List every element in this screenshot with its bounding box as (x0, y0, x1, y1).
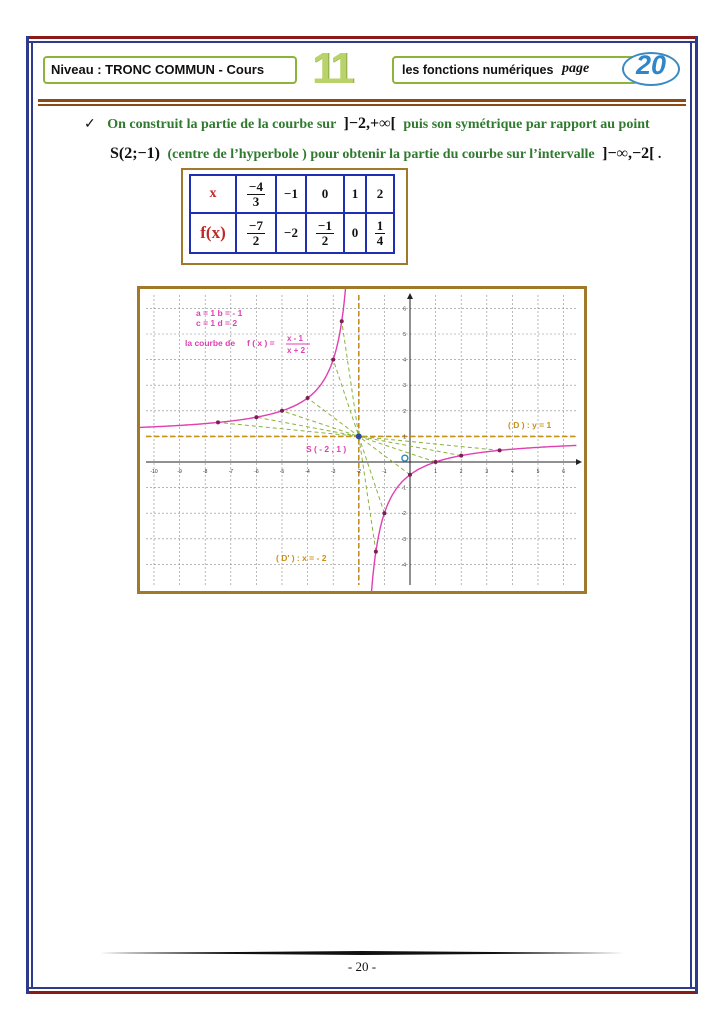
footer-page-number: - 20 - (347, 959, 377, 974)
text-construction: On construit la partie de la courbe sur (107, 117, 337, 132)
x-tick-label: -2 (356, 469, 362, 475)
graph-frame (137, 286, 587, 594)
curve-right-branch (364, 445, 576, 591)
params-line-2: c = 1 d = 2 (196, 318, 238, 328)
curve-point (374, 550, 378, 554)
table-row-fx (190, 213, 394, 253)
frame-right-inner-border (690, 41, 692, 989)
asymptote-vertical-label: ( D' ) : x = - 2 (276, 553, 327, 563)
x-tick-label: 2 (459, 469, 463, 475)
curve-label-prefix: la courbe de (185, 338, 236, 348)
frame-top-inner-border (26, 41, 698, 43)
paragraph-line-2 (110, 145, 661, 163)
axes (146, 293, 582, 585)
y-tick-label: 2 (403, 408, 406, 415)
center-point-marker (356, 433, 362, 439)
x-tick-label: 5 (536, 469, 540, 475)
table-cell: $\frac{-7}{2}$ (236, 213, 276, 253)
curve-point-symmetric (280, 409, 284, 413)
curve-point-symmetric (306, 396, 310, 400)
y-tick-label: 5 (403, 332, 406, 338)
page-number: 20 (635, 50, 667, 80)
curve-point (408, 473, 412, 477)
curve-point (434, 460, 438, 464)
x-tick-label: 3 (485, 469, 489, 475)
chapter-number: 11 (312, 44, 351, 93)
curve-point (498, 448, 502, 452)
curve-label-numerator: x - 1 (287, 334, 304, 343)
text-interval-intro: (centre de l’hyperbole ) pour obtenir la partie du courbe sur l’intervalle (167, 147, 595, 162)
curve-left-branch (140, 289, 353, 428)
curve-point-symmetric (331, 358, 335, 362)
y-tick-label: 3 (403, 383, 406, 390)
y-axis-arrow (407, 293, 413, 299)
frame-bottom-inner-border (26, 987, 698, 989)
table-row-x (190, 175, 394, 213)
y-tick-label: -1 (401, 485, 406, 492)
table-header-fx: f(x) (190, 213, 236, 253)
curve-point (459, 454, 463, 458)
values-table (189, 174, 395, 254)
interval-positive: ]−2,+∞[ (343, 115, 396, 132)
header-rule (38, 99, 686, 102)
frame-left-border (26, 36, 29, 994)
x-tick-label: -4 (305, 469, 310, 475)
center-point: S(2;−1) (110, 145, 160, 162)
x-tick-label: 4 (511, 469, 514, 475)
interval-negative: ]−∞,−2[ (602, 145, 655, 162)
header-rule-secondary (38, 104, 686, 106)
y-tick-label: 6 (403, 306, 406, 313)
paragraph-line-1 (84, 115, 650, 133)
x-tick-label: -8 (202, 469, 208, 475)
table-cell: $\frac{-4}{3}$ (236, 175, 276, 213)
frame-right-border (695, 36, 698, 994)
page-word: page (562, 61, 590, 76)
table-cell: −2 (276, 213, 306, 253)
header-level-box (43, 56, 297, 84)
x-tick-label: -10 (150, 469, 158, 475)
period: . (657, 147, 662, 162)
header-chapter-title: les fonctions numériques (402, 63, 554, 77)
x-tick-label: 6 (562, 469, 565, 475)
y-tick-label: -2 (401, 511, 406, 518)
x-tick-label: -3 (330, 469, 336, 475)
curve-label-denominator: x + 2 (287, 346, 306, 355)
text-symmetry: puis son symétrique par rapport au point (403, 117, 650, 132)
y-tick-label: -3 (401, 536, 406, 543)
x-tick-label: -1 (382, 469, 387, 475)
params-line-1: a = 1 b = - 1 (196, 308, 243, 318)
curve-point (382, 511, 386, 515)
graph-labels (185, 308, 551, 563)
x-tick-label: 1 (434, 469, 437, 475)
y-tick-label: -4 (401, 562, 406, 569)
curve-point-symmetric (216, 420, 220, 424)
center-label: S ( - 2 , 1 ) (306, 444, 347, 454)
y-tick-label: 1 (403, 434, 406, 441)
x-tick-label: -7 (228, 469, 234, 475)
checkmark-icon: ✓ (84, 117, 96, 132)
origin-marker (402, 455, 408, 461)
table-cell: 2 (366, 175, 394, 213)
frame-left-inner-border (31, 41, 33, 989)
curve-point-symmetric (254, 415, 258, 419)
asymptote-horizontal-label: ( D ) : y = 1 (508, 420, 552, 430)
x-tick-label: -5 (279, 469, 285, 475)
x-tick-label: -6 (254, 469, 259, 475)
y-tick-label: 4 (403, 357, 406, 364)
curve-point-symmetric (340, 319, 344, 323)
x-axis-arrow (576, 459, 582, 465)
curve-label-fx: f ( x ) = (247, 338, 275, 348)
header-chapter-box (392, 56, 638, 84)
frame-bottom-border (26, 991, 698, 994)
hyperbola-graph (140, 289, 584, 591)
table-cell: $\frac{1}{4}$ (366, 213, 394, 253)
frame-top-border (26, 36, 698, 39)
table-cell: −1 (276, 175, 306, 213)
footer-rule (100, 951, 624, 955)
table-cell: 0 (344, 213, 366, 253)
table-cell: 1 (344, 175, 366, 213)
table-cell: $\frac{-1}{2}$ (306, 213, 344, 253)
table-header-x: x (190, 175, 236, 213)
header-level-title: Niveau : TRONC COMMUN - Cours (51, 62, 265, 77)
table-cell: 0 (306, 175, 344, 213)
x-tick-label: -9 (177, 469, 182, 475)
